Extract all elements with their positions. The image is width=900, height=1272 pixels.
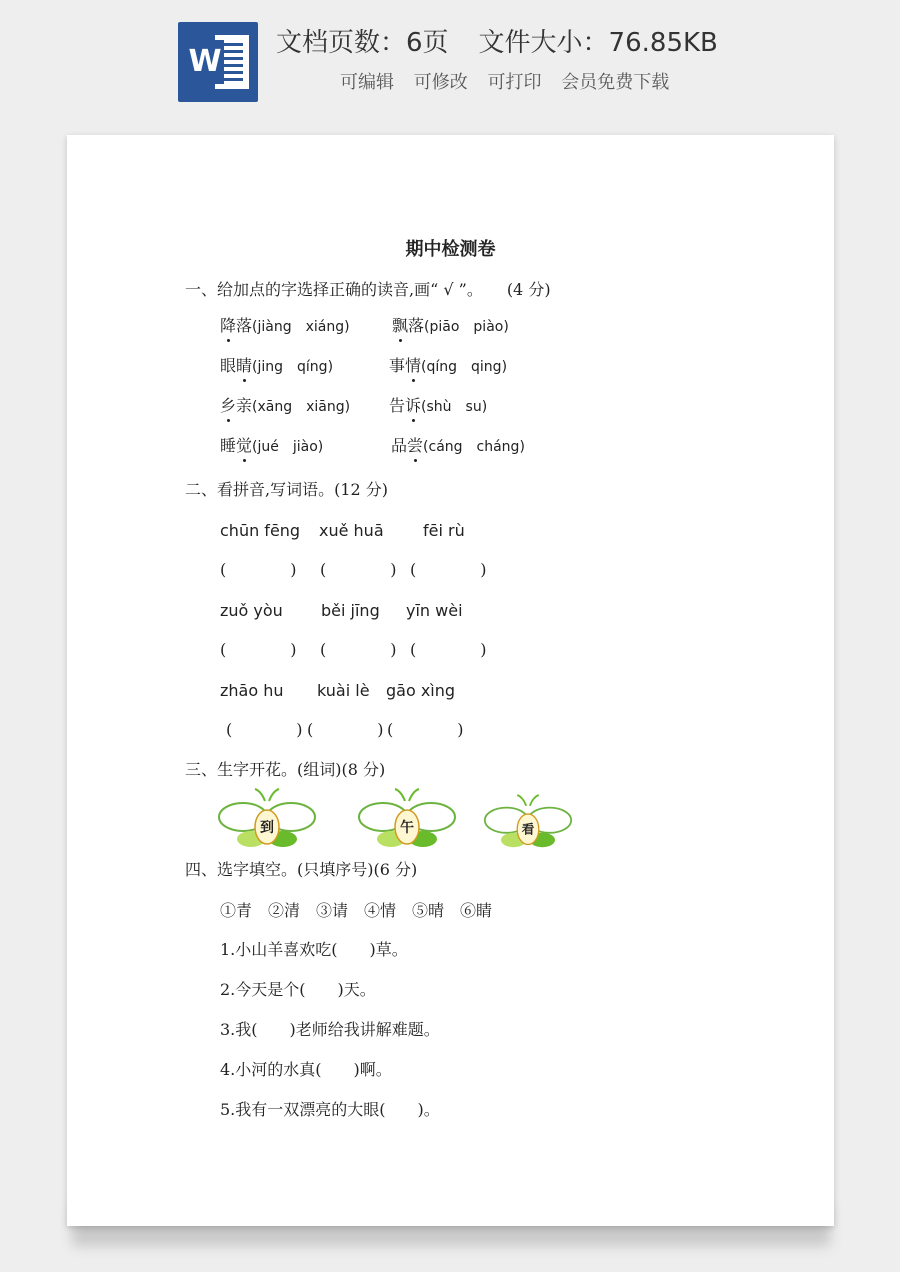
file-size: 文件大小：76.85KB [478, 28, 718, 58]
pronunciation-item: 眼睛(jing qíng) [220, 353, 333, 376]
section-1-heading: 一、给加点的字选择正确的读音,画“ √ ”。 (4 分) [185, 280, 551, 299]
pinyin-word: zuǒ yòu [220, 601, 283, 620]
feature-member-download: 会员免费下载 [561, 72, 670, 93]
answer-blank: ( ) [410, 640, 487, 659]
pinyin-word: fēi rù [423, 521, 465, 540]
pinyin-word: xuě huā [319, 521, 384, 540]
answer-blank: ( ) [220, 640, 297, 659]
pinyin-word: běi jīng [321, 601, 380, 620]
pinyin-word: gāo xìng [386, 681, 456, 700]
page-title: 期中检测卷 [405, 239, 496, 260]
section-4-heading: 四、选字填空。(只填序号)(6 分) [185, 860, 418, 879]
pronunciation-item: 事情(qíng qing) [389, 353, 507, 376]
pronunciation-item: 飘落(piāo piào) [392, 313, 509, 336]
fill-blank-question: 4.小河的水真( )啊。 [220, 1060, 392, 1079]
pinyin-word: yīn wèi [406, 601, 463, 620]
answer-blank: ( ) [387, 720, 464, 739]
answer-blank: ( ) [220, 560, 297, 579]
fill-blank-question: 5.我有一双漂亮的大眼( )。 [220, 1100, 440, 1119]
pronunciation-item: 告诉(shù su) [389, 393, 487, 416]
fill-blank-question: 2.今天是个( )天。 [220, 980, 376, 999]
pronunciation-item: 降落(jiàng xiáng) [220, 313, 350, 336]
character-to-use: 到 [260, 820, 274, 836]
pinyin-word: kuài lè [317, 681, 370, 700]
feature-modifiable: 可修改 [413, 72, 468, 93]
butterfly-flower [357, 787, 457, 851]
document-stats [276, 22, 718, 59]
word-icon [178, 22, 258, 102]
section-2-heading: 二、看拼音,写词语。(12 分) [185, 480, 389, 499]
feature-list [340, 68, 677, 94]
page-count: 文档页数：6页 [276, 28, 449, 58]
section-3-heading: 三、生字开花。(组词)(8 分) [185, 760, 386, 779]
character-to-use: 午 [400, 820, 414, 836]
feature-printable: 可打印 [487, 72, 542, 93]
document-page [67, 135, 834, 1226]
character-options: ①青 ②清 ③请 ④情 ⑤晴 ⑥睛 [220, 901, 493, 920]
answer-blank: ( ) [307, 720, 384, 739]
fill-blank-question: 1.小山羊喜欢吃( )草。 [220, 940, 408, 959]
answer-blank: ( ) [226, 720, 303, 739]
pinyin-word: zhāo hu [220, 681, 284, 700]
pronunciation-item: 品尝(cáng cháng) [391, 433, 525, 456]
butterfly-flower [483, 793, 573, 851]
answer-blank: ( ) [320, 560, 397, 579]
pinyin-word: chūn fēng [220, 521, 301, 540]
character-to-use: 看 [521, 821, 535, 837]
word-icon-letter: W [186, 40, 224, 84]
feature-editable: 可编辑 [340, 72, 394, 93]
document-info-banner [0, 0, 900, 125]
answer-blank: ( ) [320, 640, 397, 659]
pronunciation-item: 睡觉(jué jiào) [220, 433, 323, 456]
fill-blank-question: 3.我( )老师给我讲解难题。 [220, 1020, 440, 1039]
pronunciation-item: 乡亲(xāng xiāng) [220, 393, 350, 416]
butterfly-flower [217, 787, 317, 851]
answer-blank: ( ) [410, 560, 487, 579]
